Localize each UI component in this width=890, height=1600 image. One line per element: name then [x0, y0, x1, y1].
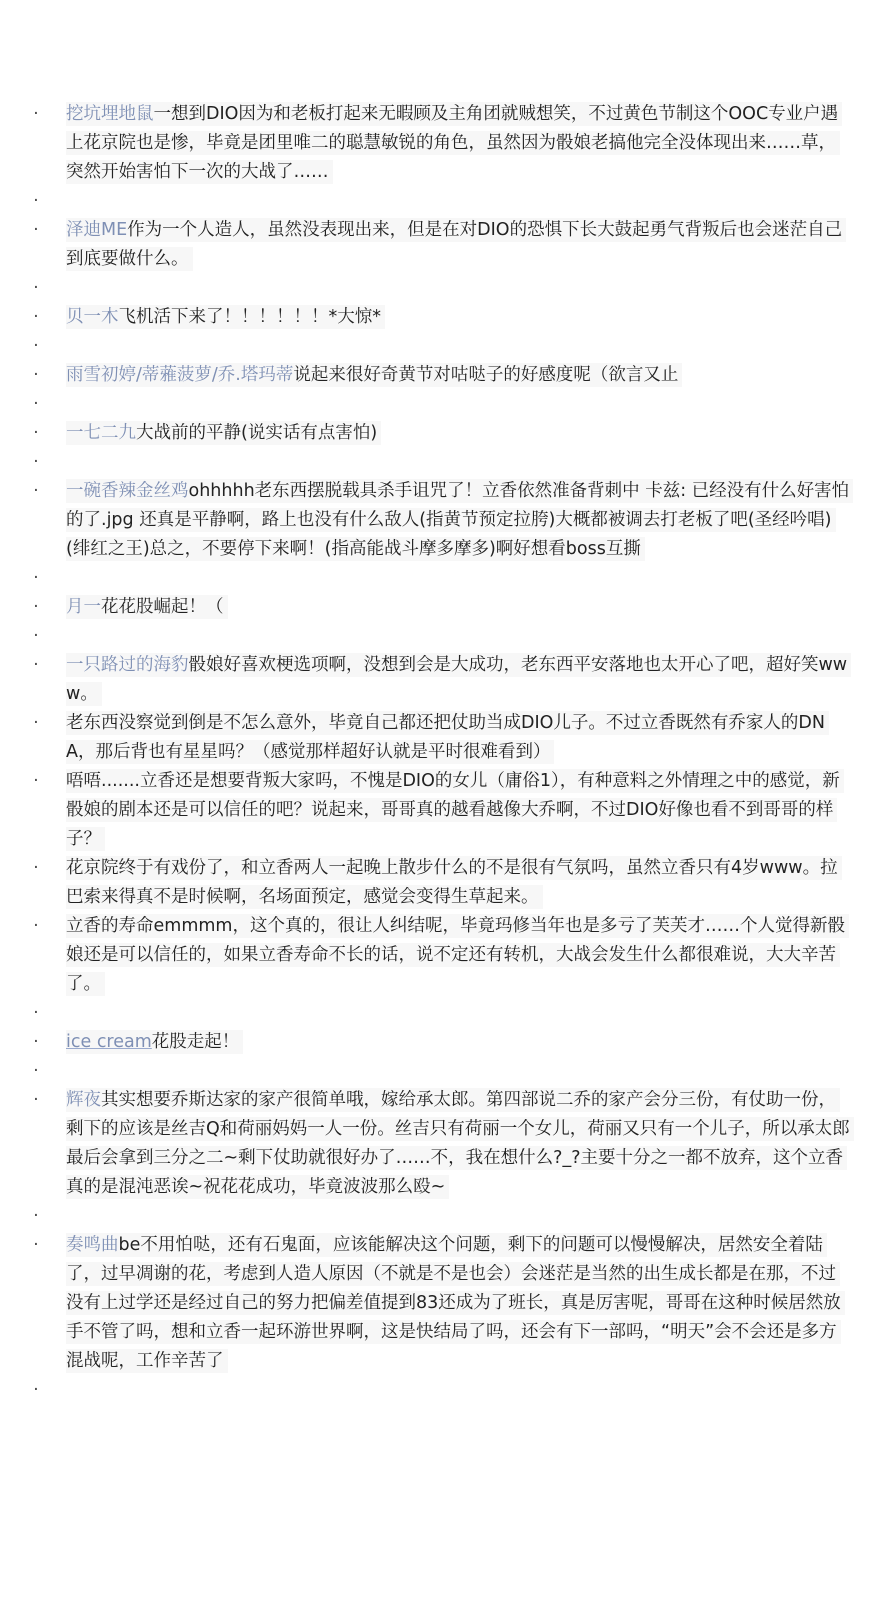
author-link[interactable]: 月一	[66, 597, 101, 617]
comment-text: 花花股崛起！（	[101, 597, 224, 617]
comment-text: 骰娘好喜欢梗选项啊，没想到会是大成功，老东西平安落地也太开心了吧，超好笑www。	[66, 655, 848, 704]
comment-item	[0, 216, 890, 274]
author-link[interactable]: 泽迪ME	[66, 220, 128, 240]
comment-list	[0, 100, 890, 1405]
author-link[interactable]: 雨雪初婷/蒂蕥菠萝/乔.塔玛蒂	[66, 365, 294, 385]
author-link[interactable]: ice cream	[66, 1032, 152, 1052]
comment-item	[0, 1086, 890, 1202]
comment-text: 老东西没察觉到倒是不怎么意外，毕竟自己都还把仗助当成DIO儿子。不过立香既然有乔家人的DNA，那后背也有星星吗？（感觉那样超好认就是平时很难看到）	[66, 713, 825, 762]
comment-item	[0, 651, 890, 709]
comment-item	[0, 419, 890, 448]
comment-item	[0, 100, 890, 187]
comment-text: 花股走起！	[151, 1032, 240, 1052]
empty-list-item	[0, 622, 890, 651]
comment-text: 大战前的平静(说实话有点害怕)	[136, 423, 378, 443]
comment-item	[0, 1028, 890, 1057]
empty-list-item	[0, 390, 890, 419]
author-link[interactable]: 一七二九	[66, 423, 136, 443]
comment-item	[0, 593, 890, 622]
empty-list-item	[0, 332, 890, 361]
empty-list-item	[0, 1202, 890, 1231]
empty-list-item	[0, 1376, 890, 1405]
author-link[interactable]: 挖坑埋地鼠	[66, 104, 154, 124]
empty-list-item	[0, 274, 890, 303]
comment-text: 唔唔.......立香还是想要背叛大家吗，不愧是DIO的女儿（庸俗1），有种意料之外情理之中的感觉，新骰娘的剧本还是可以信任的吧？说起来，哥哥真的越看越像大乔啊，不过DIO好像也看不到哥哥的样子？	[66, 771, 840, 849]
comment-text: 一想到DIO因为和老板打起来无暇顾及主角团就贼想笑，不过黄色节制这个OOC专业户遇上花京院也是惨，毕竟是团里唯二的聪慧敏锐的角色，虽然因为骰娘老搞他完全没体现出来……草，突然开始害怕下一次的大战了……	[66, 104, 839, 182]
comment-item	[0, 303, 890, 332]
comment-text: 飞机活下来了！！！！！！*大惊*	[118, 307, 381, 327]
comment-item	[0, 1231, 890, 1376]
empty-list-item	[0, 448, 890, 477]
comment-text: 其实想要乔斯达家的家产很简单哦，嫁给承太郎。第四部说二乔的家产会分三份，有仗助一份，剩下的应该是丝吉Q和荷丽妈妈一人一份。丝吉只有荷丽一个女儿，荷丽又只有一个儿子，所以承太郎最后会拿到三分之二~剩下仗助就很好办了……不，我在想什么?_?主要十分之一都不放弃，这个立香真的是混沌恶诶~祝花花成功，毕竟波波那么殴~	[66, 1090, 850, 1197]
author-link[interactable]: 一碗香辣金丝鸡	[66, 481, 189, 501]
empty-list-item	[0, 999, 890, 1028]
author-link[interactable]: 奏鸣曲	[66, 1235, 119, 1255]
empty-list-item	[0, 1057, 890, 1086]
comment-item	[0, 361, 890, 390]
comment-item	[0, 477, 890, 564]
comment-item	[0, 709, 890, 767]
empty-list-item	[0, 187, 890, 216]
author-link[interactable]: 一只路过的海豹	[66, 655, 189, 675]
empty-list-item	[0, 564, 890, 593]
comment-item	[0, 912, 890, 999]
comment-item	[0, 767, 890, 854]
comment-text: be不用怕哒，还有石鬼面，应该能解决这个问题，剩下的问题可以慢慢解决，居然安全着陆了，过早凋谢的花，考虑到人造人原因（不就是不是也会）会迷茫是当然的出生成长都是在那，不过没有上过学还是经过自己的努力把偏差值提到83还成为了班长，真是厉害呢，哥哥在这种时候居然放手不管了吗，想和立香一起环游世界啊，这是快结局了吗，还会有下一部吗，“明天”会不会还是多方混战呢，工作辛苦了	[66, 1235, 841, 1371]
comment-text: 说起来很好奇黄节对咕哒子的好感度呢（欲言又止	[293, 365, 679, 385]
author-link[interactable]: 辉夜	[66, 1090, 101, 1110]
comment-text: 立香的寿命emmmm，这个真的，很让人纠结呢，毕竟玛修当年也是多亏了芙芙才……个人觉得新骰娘还是可以信任的，如果立香寿命不长的话，说不定还有转机，大战会发生什么都很难说，大大辛苦了。	[66, 916, 845, 994]
comment-text: 花京院终于有戏份了，和立香两人一起晚上散步什么的不是很有气氛吗，虽然立香只有4岁www。拉巴索来得真不是时候啊，名场面预定，感觉会变得生草起来。	[66, 858, 838, 907]
comment-item	[0, 854, 890, 912]
comment-text: ohhhhh老东西摆脱载具杀手诅咒了！立香依然准备背刺中 卡兹: 已经没有什么好害怕的了.jpg 还真是平静啊，路上也没有什么敌人(指黄节预定拉胯)大概都被调去打老板了吧(圣经吟唱)(绯红之王)总之，不要停下来啊！(指高能战斗摩多摩多)啊好想看boss互撕	[66, 481, 850, 559]
author-link[interactable]: 贝一木	[66, 307, 119, 327]
comment-text: 作为一个人造人，虽然没表现出来，但是在对DIO的恐惧下长大鼓起勇气背叛后也会迷茫自己到底要做什么。	[66, 220, 843, 269]
